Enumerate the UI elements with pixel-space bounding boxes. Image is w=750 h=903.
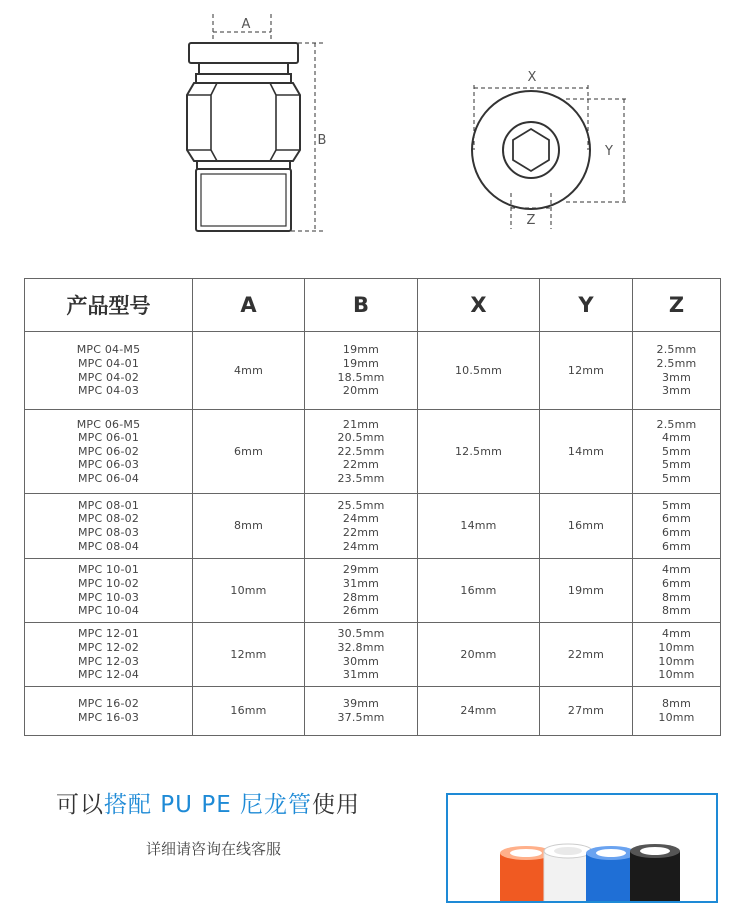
table.rows.0.models-value: MPC 04-01 <box>77 356 140 370</box>
table.rows.1.models-value: MPC 06-03 <box>77 458 140 472</box>
table.rows.1.b-value: 23.5mm <box>337 471 385 485</box>
technical-drawing <box>0 0 750 260</box>
table.rows.0.b-value: 18.5mm <box>337 370 385 384</box>
table.rows.3.z-value: 6mm <box>661 576 692 590</box>
a-cell: 6mm <box>193 410 305 494</box>
header-y: Y <box>540 279 633 332</box>
table.rows.5.b-value: 37.5mm <box>337 711 385 724</box>
header-a: A <box>193 279 305 332</box>
a-cell: 4mm <box>193 332 305 410</box>
table.rows.3.z-value: 8mm <box>661 604 692 618</box>
model-cell <box>25 559 193 623</box>
table.rows.3.b-value: 26mm <box>342 604 380 618</box>
tubing-white <box>544 844 592 903</box>
table.rows.0.z-value: 2.5mm <box>656 343 697 357</box>
table-row <box>25 687 721 736</box>
table.rows.2.models-value: MPC 08-03 <box>77 526 140 539</box>
table.rows.2.models-value: MPC 08-01 <box>77 498 140 512</box>
table.rows.1.z-value: 5mm <box>661 471 692 485</box>
table.rows.1.b-value: 20.5mm <box>337 431 385 445</box>
tubing-blue <box>586 846 636 903</box>
y-cell: 14mm <box>540 410 633 494</box>
a-cell: 12mm <box>193 623 305 687</box>
x-cell: 10.5mm <box>418 332 540 410</box>
dimension-x-label: X <box>527 70 537 85</box>
table.rows.1.b-value: 22mm <box>342 458 380 472</box>
table.rows.0.b-value: 20mm <box>342 384 380 398</box>
b-cell <box>305 494 418 559</box>
table.rows.1.b-value: 21mm <box>342 417 380 431</box>
dimension-a-label: A <box>241 17 251 32</box>
y-cell: 12mm <box>540 332 633 410</box>
table.rows.1.z-value: 2.5mm <box>656 417 697 431</box>
model-cell <box>25 623 193 687</box>
table.rows.4.b-value: 30.5mm <box>337 627 385 641</box>
promo-title <box>56 786 360 819</box>
z-cell <box>633 494 721 559</box>
table-row <box>25 494 721 559</box>
table.rows.4.models-value: MPC 12-04 <box>77 668 140 682</box>
table.rows.1.b-value: 22.5mm <box>337 444 385 458</box>
table.rows.4.models-value: MPC 12-02 <box>77 640 140 654</box>
table-row <box>25 332 721 410</box>
table.rows.4.models-value: MPC 12-01 <box>77 627 140 641</box>
table-row <box>25 559 721 623</box>
table.rows.0.z-value: 2.5mm <box>656 356 697 370</box>
table.rows.3.models-value: MPC 10-01 <box>77 563 140 577</box>
table.rows.3.z-value: 4mm <box>661 563 692 577</box>
x-cell: 20mm <box>418 623 540 687</box>
b-cell <box>305 687 418 736</box>
y-cell: 22mm <box>540 623 633 687</box>
a-cell: 16mm <box>193 687 305 736</box>
model-cell <box>25 494 193 559</box>
b-cell <box>305 332 418 410</box>
table.rows.1.models-value: MPC 06-04 <box>77 471 140 485</box>
fitting-side-view <box>187 43 300 231</box>
table.rows.0.models-value: MPC 04-02 <box>77 370 140 384</box>
table.rows.0.b-value: 19mm <box>342 356 380 370</box>
table.rows.1.models-value: MPC 06-M5 <box>76 417 141 431</box>
table.rows.4.b-value: 30mm <box>342 654 380 668</box>
table.rows.2.z-value: 6mm <box>661 539 692 553</box>
z-cell <box>633 332 721 410</box>
table.rows.4.b-value: 32.8mm <box>337 640 385 654</box>
table.rows.5.z-value: 10mm <box>658 711 695 724</box>
table-row <box>25 410 721 494</box>
table.rows.0.z-value: 3mm <box>661 384 692 398</box>
b-cell <box>305 559 418 623</box>
table-header-row <box>25 279 721 332</box>
fitting-front-view <box>472 91 590 209</box>
table.rows.0.z-value: 3mm <box>661 370 692 384</box>
table.rows.4.z-value: 10mm <box>658 654 695 668</box>
promo-subtitle: 详细请咨询在线客服 <box>146 840 282 858</box>
table.rows.0.models-value: MPC 04-M5 <box>76 343 141 357</box>
tubing-black <box>630 844 680 903</box>
x-cell: 14mm <box>418 494 540 559</box>
table.rows.2.b-value: 22mm <box>342 526 380 539</box>
x-cell: 24mm <box>418 687 540 736</box>
promo-title-highlight: 搭配 PU PE 尼龙管 <box>104 792 313 818</box>
table.rows.3.b-value: 28mm <box>342 590 380 604</box>
table.rows.5.b-value: 39mm <box>342 697 380 711</box>
table.rows.3.z-value: 8mm <box>661 590 692 604</box>
x-cell: 16mm <box>418 559 540 623</box>
table.rows.3.models-value: MPC 10-03 <box>77 590 140 604</box>
table.rows.1.models-value: MPC 06-02 <box>77 444 140 458</box>
table.rows.3.models-value: MPC 10-02 <box>77 576 140 590</box>
x-cell: 12.5mm <box>418 410 540 494</box>
z-cell <box>633 687 721 736</box>
table.rows.2.models-value: MPC 08-04 <box>77 539 140 553</box>
table.rows.2.z-value: 6mm <box>661 512 692 526</box>
y-cell: 27mm <box>540 687 633 736</box>
dimension-y-label: Y <box>605 144 613 159</box>
tubing-image-frame <box>446 793 718 903</box>
table.rows.2.z-value: 5mm <box>661 498 692 512</box>
table.rows.2.models-value: MPC 08-02 <box>77 512 140 526</box>
z-cell <box>633 559 721 623</box>
promo-title-suffix: 使用 <box>312 792 361 818</box>
promo-title-prefix: 可以 <box>56 792 104 818</box>
table.rows.4.z-value: 10mm <box>658 668 695 682</box>
y-cell: 16mm <box>540 494 633 559</box>
table.rows.5.models-value: MPC 16-02 <box>77 697 140 711</box>
header-z: Z <box>633 279 721 332</box>
table.rows.1.z-value: 5mm <box>661 444 692 458</box>
table.rows.2.b-value: 25.5mm <box>337 498 385 512</box>
model-cell <box>25 410 193 494</box>
dimension-z-label: Z <box>526 213 536 228</box>
a-cell: 10mm <box>193 559 305 623</box>
z-cell <box>633 410 721 494</box>
table.rows.5.z-value: 8mm <box>661 697 692 711</box>
table.rows.3.b-value: 29mm <box>342 563 380 577</box>
model-cell <box>25 332 193 410</box>
header-x: X <box>418 279 540 332</box>
spec-table <box>24 278 721 736</box>
table.rows.3.models-value: MPC 10-04 <box>77 604 140 618</box>
b-cell <box>305 410 418 494</box>
table.rows.5.models-value: MPC 16-03 <box>77 711 140 724</box>
dimension-b-label: B <box>317 133 327 148</box>
table.rows.0.models-value: MPC 04-03 <box>77 384 140 398</box>
table.rows.3.b-value: 31mm <box>342 576 380 590</box>
z-cell <box>633 623 721 687</box>
table.rows.4.z-value: 10mm <box>658 640 695 654</box>
table.rows.1.z-value: 5mm <box>661 458 692 472</box>
table.rows.4.b-value: 31mm <box>342 668 380 682</box>
header-model: 产品型号 <box>25 279 193 332</box>
tubing-image <box>448 795 718 903</box>
table-row <box>25 623 721 687</box>
model-cell <box>25 687 193 736</box>
b-cell <box>305 623 418 687</box>
table.rows.1.z-value: 4mm <box>661 431 692 445</box>
table.rows.4.models-value: MPC 12-03 <box>77 654 140 668</box>
table.rows.4.z-value: 4mm <box>661 627 692 641</box>
header-b: B <box>305 279 418 332</box>
table.rows.2.b-value: 24mm <box>342 512 380 526</box>
a-cell: 8mm <box>193 494 305 559</box>
y-cell: 19mm <box>540 559 633 623</box>
table.rows.2.z-value: 6mm <box>661 526 692 539</box>
table.rows.2.b-value: 24mm <box>342 539 380 553</box>
table.rows.1.models-value: MPC 06-01 <box>77 431 140 445</box>
table.rows.0.b-value: 19mm <box>342 343 380 357</box>
